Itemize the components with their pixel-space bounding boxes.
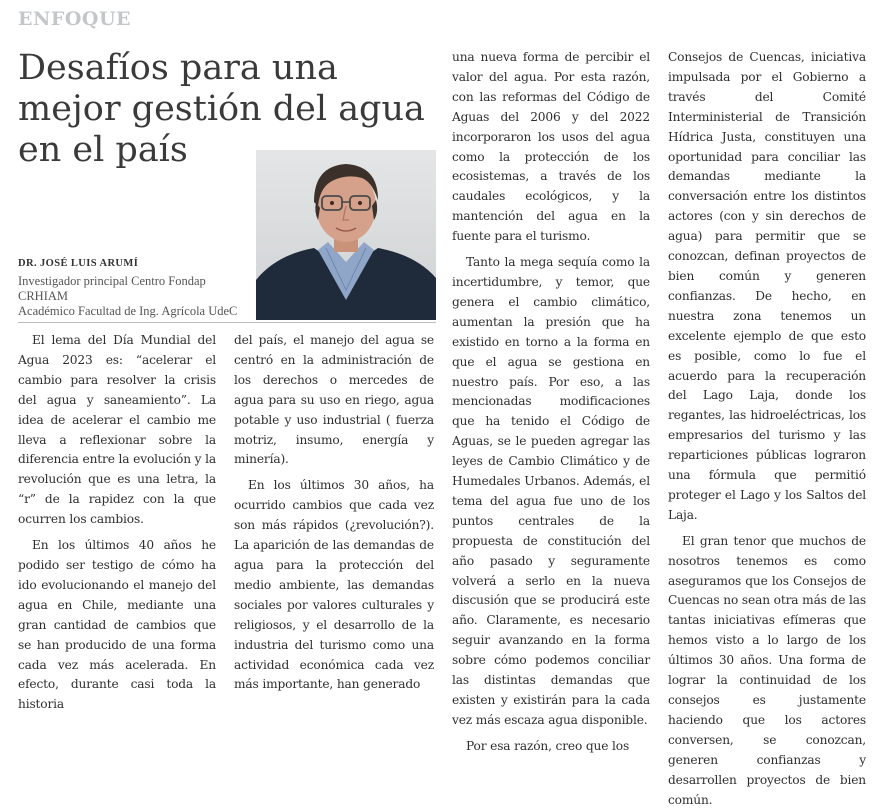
author-block <box>18 258 254 319</box>
body-column-4 <box>668 48 866 810</box>
paragraph: Consejos de Cuencas, iniciativa impulsada por el Gobierno a través del Comité Interministerial de Transición Hídrica Justa, constituyen una oportunidad para conciliar las demandas mediante la conversación entre los distintos actores (con y sin derechos de agua) para permitir que se conozcan, definan proyectos de bien común y generen confianzas. De hecho, en nuestra zona tenemos un excelente ejemplo de que esto es posible, como lo fue el acuerdo para la recuperación del Lago Laja, donde los regantes, las hidroeléctricas, los empresarios del turismo y las reparticiones públicas lograron una fórmula que permitió proteger el Lago y los Saltos del Laja. <box>668 50 866 522</box>
paragraph: Tanto la mega sequía como la incertidumbre, y temor, que genera el cambio climático, aumentan la presión que ha existido en torno a la forma en que el agua se gestiona en nuestro país. Por eso, a las mencionadas modificaciones que ha tenido el Código de Aguas, se le pueden agregar las leyes de Cambio Climático y de Humedales Urbanos. Además, el tema del agua fue uno de los puntos centrales de la propuesta de constitución del año pasado y seguramente volverá a serlo en la nueva discusión que se producirá este año. Claramente, es necesario seguir avanzando en la forma sobre cómo podemos conciliar las distintas demandas que existen y existirán para la cada vez más escaza agua disponible. <box>452 255 650 727</box>
paragraph: una nueva forma de percibir el valor del agua. Por esta razón, con las reformas del Código de Aguas del 2006 y del 2022 incorporaron los usos del agua como la protección de los ecosistemas, a través de los caudales ecológicos, y la mantención del agua en la fuente para el turismo. <box>452 50 650 244</box>
paragraph: Por esa razón, creo que los <box>466 738 630 753</box>
author-role-2: Académico Facultad de Ing. Agrícola UdeC <box>18 304 238 318</box>
article-title: Desafíos para una mejor gestión del agua en el país <box>18 48 425 170</box>
divider-line <box>18 322 436 323</box>
author-portrait-image <box>256 150 436 320</box>
paragraph: En los últimos 30 años, ha ocurrido cambios que cada vez son más rápidos (¿revolución?). La aparición de las demandas de agua para la protección del medio ambiente, las demandas sociales por valores culturales y religiosos, y el desarrollo de la industria del turismo como una actividad económica cada vez más importante, han generado <box>234 478 434 692</box>
body-column-2 <box>234 331 434 695</box>
body-column-3 <box>452 48 650 757</box>
author-name: DR. JOSÉ LUIS ARUMÍ <box>18 258 139 269</box>
paragraph: del país, el manejo del agua se centró en la administración de los derechos o mercedes de agua para su uso en riego, agua potable y uso industrial ( fuerza motriz, insumo, energía y minería). <box>234 333 434 467</box>
author-photo <box>256 150 436 320</box>
author-role-1: Investigador principal Centro Fondap CRHIAM <box>18 274 206 303</box>
paragraph: El lema del Día Mundial del Agua 2023 es: “acelerar el cambio para resolver la crisis del agua y saneamiento”. La idea de acelerar el cambio me lleva a reflexionar sobre la diferencia entre la evolución y la revolución que es una letra, la “r” de la rapidez con la que ocurren los cambios. <box>18 333 216 527</box>
paragraph: En los últimos 40 años he podido ser testigo de cómo ha ido evolucionando el manejo del agua en Chile, mediante una gran cantidad de cambios que se han producido de una forma cada vez más acelerada. En efecto, durante casi toda la historia <box>18 538 216 712</box>
paragraph: El gran tenor que muchos de nosotros tenemos es como aseguramos que los Consejos de Cuencas no sean otra más de las tantas iniciativas efímeras que hemos visto a lo largo de los últimos 30 años. Una forma de lograr la continuidad de los consejos es justamente haciendo que los actores conversen, se conozcan, generen confianzas y desarrollen proyectos de bien común. <box>668 533 866 807</box>
section-tag: ENFOQUE <box>18 8 131 30</box>
